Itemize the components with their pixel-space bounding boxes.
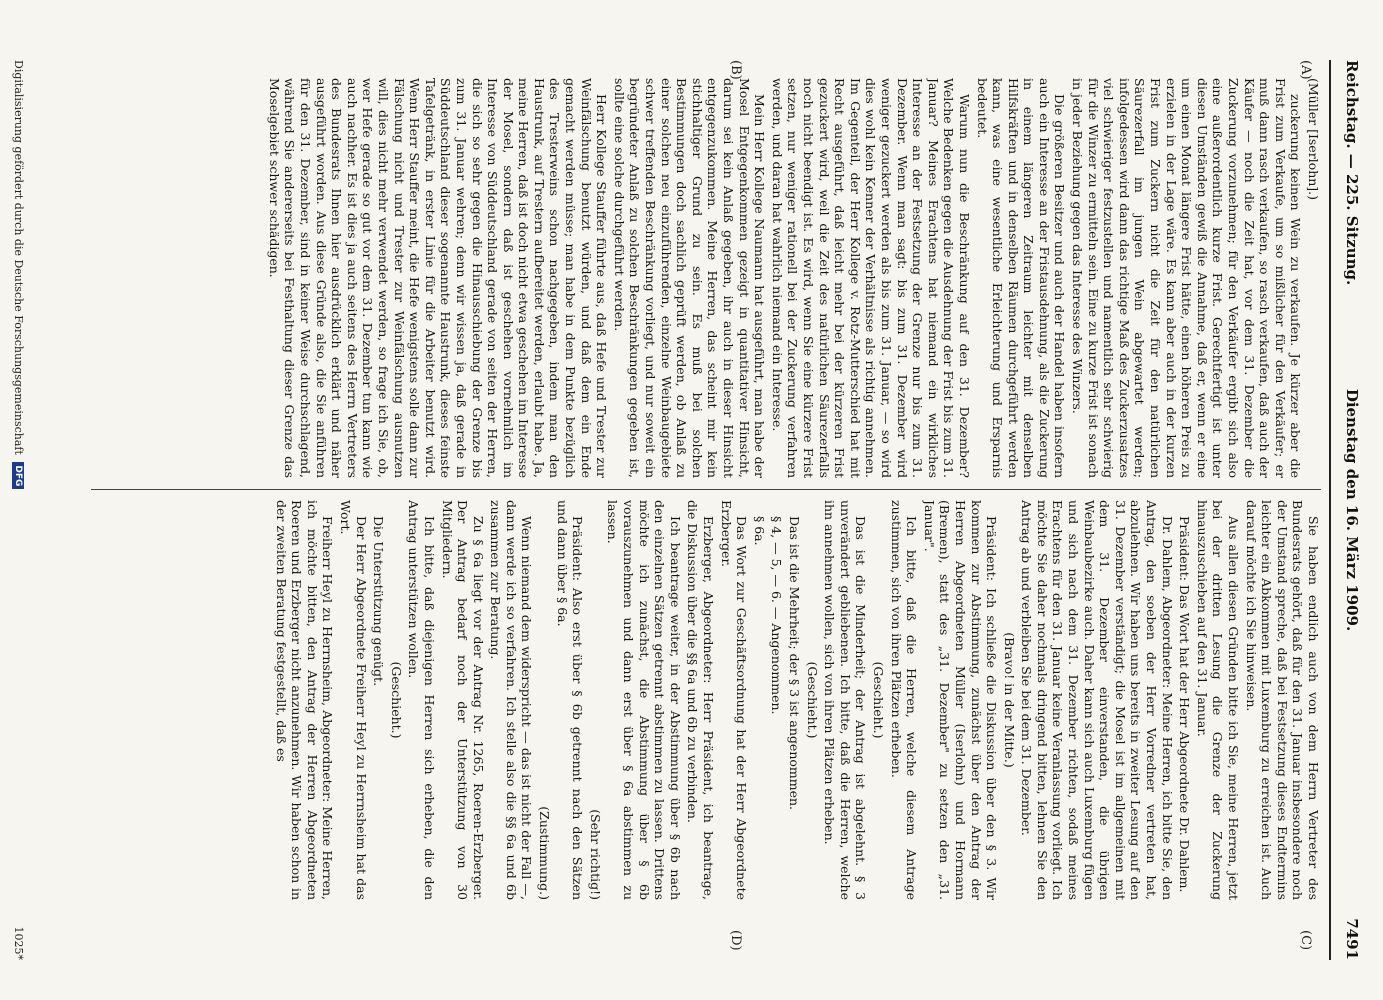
right_column-paragraph: Die Unterstützung genügt. xyxy=(371,516,387,687)
footer-credit xyxy=(12,60,25,489)
margin-mark-a: (A) xyxy=(1298,60,1313,80)
right_column-paragraph: (Bravo! in der Mitte.) xyxy=(1001,632,1017,768)
right_column-paragraph: (Geschieht.) xyxy=(388,661,404,739)
right_column-paragraph: Ich bitte, daß diejenigen Herren sich erheben, die den Antrag unterstützen wollen. xyxy=(406,500,437,900)
margin-mark-c: (C) xyxy=(1298,930,1313,951)
column-divider xyxy=(91,489,1321,490)
right_column-paragraph: Aus allen diesen Gründen bitte ich Sie, meine Herren, jetzt bei der dritten Lesung die Grenze der Zuckerung hinauszuschieben auf den 31. Januar. xyxy=(1194,500,1242,900)
right_column-paragraph: (Geschieht.) xyxy=(804,661,820,739)
right_column-paragraph: Zu § 6a liegt vor der Antrag Nr. 1265, Roeren-Erzberger. Der Antrag bedarf noch der Unterstützung von 30 Mitgliedern. xyxy=(439,500,486,900)
page-number: 7491 xyxy=(1343,918,1361,960)
right_column-paragraph: Erzberger, Abgeordneter: Herr Präsident, ich beantrage, die Diskussion über die §§ 6a und 6b zu verbinden. xyxy=(685,500,717,900)
page-header xyxy=(1335,60,1361,960)
right_column-paragraph: § 4, — 5, — 6. — Angenommen. xyxy=(769,516,785,715)
left_column-paragraph: Mein Herr Kollege Naumann hat ausgeführt, man habe der Mosel Entgegenkommen gezeigt in quantitativer Hinsicht, darum sei kein Anlaß gegeben, ihr auch in dieser Hinsicht entgegenzukommen. Meine Herren, das scheint mir kein stichhaltiger Grund zu sein. Es muß bei solchen Bestimmungen doch sachlich geprüft werden, ob Anlaß zu einer solchen neu einzuführenden, einzelne Weinbaugebiete schwer treffenden Beschränkung vorliegt, und nur soweit ein begründeter Anlaß zu solchen Beschränkungen gegeben ist, sollte eine solche durchgeführt werden. xyxy=(611,78,768,478)
left_column-paragraph: zuckerung keinen Wein zu verkaufen. Je kürzer aber die Frist zum Verkaufe, um so mißlicher für den Verkäufer; er muß dann rasch verkaufen, so rasch verkaufen, daß auch der Käufer — noch die Zeit hat, vor dem 31. Dezember die Zuckerung vorzunehmen; für den Verkäufer ergibt sich also eine außerordentlich kurze Frist. Gerechtfertigt ist unter diesen Umständen gewiß die Annahme, daß er, wenn er eine um einen Monat längere Frist hätte, einen höheren Preis zu erzielen in der Lage wäre. Es kann aber auch in der kurzen Frist zum Zuckern nicht die Zeit für den natürlichen Säurezerfall im jungen Wein abgewartet werden; infolgedessen wird dann das richtige Maß des Zuckerzusatzes viel schwieriger festzustellen und namentlich sehr schwierig für die Winzer zu ermitteln sein. Eine zu kurze Frist ist sonach in jeder Beziehung gegen das Interesse des Winzers. xyxy=(1070,78,1304,478)
right_column-paragraph: Präsident: Also erst über § 6b getrennt nach den Sätzen und dann über § 6a. xyxy=(554,500,586,900)
right_column-paragraph: Präsident: Das Wort hat der Herr Abgeordnete Dr. Dahlem. xyxy=(1177,516,1193,893)
header-left: Reichstag. — 225. Sitzung. xyxy=(1343,60,1361,286)
header-date: Dienstag den 16. März 1909. xyxy=(1343,388,1361,632)
right_column-paragraph: Ich beantrage weiter, in der Abstimmung über § 6b nach den einzelnen Sätzen getrennt abstimmen zu lassen. Drittens möchte ich zunächst, die Abstimmung über § 6b vorauszunehmen und dann erst über § 6a abstimmen zu lassen. xyxy=(605,500,683,900)
right_column-paragraph: (Zustimmung.) xyxy=(537,806,553,900)
right_column-paragraph: Ich bitte, daß die Herren, welche diesem Antrage zustimmen, sich von ihren Plätzen erheben. xyxy=(888,500,920,900)
right_column-paragraph: Freiherr Heyl zu Herrnsheim, Abgeordneter: Meine Herren, ich möchte bitten, den Antrag der Herren Abgeordneten Roeren und Erzberger nicht anzunehmen. Wir haben schon in der zweiten Beratung festgestellt, daß es xyxy=(273,500,336,900)
left_column-paragraph: (Müller [Iserlohn].) xyxy=(1306,78,1321,201)
right_column-paragraph: (Sehr richtig!) xyxy=(587,809,603,900)
right_column-paragraph: Präsident: Ich schließe die Diskussion über den § 3. Wir kommen zur Abstimmung, zunächst über den Antrag der Herren Abgeordneten Müller (Iserlohn) und Hormann (Bremen), statt des „31. Dezember" zu setzen den „31. Januar". xyxy=(921,500,1000,900)
footer-credit-text: Digitalisierung gefördert durch die Deutsche Forschungsgemeinschaft xyxy=(12,60,25,455)
right_column-paragraph: § 6a. xyxy=(751,516,767,546)
right-column xyxy=(91,500,1321,900)
left_column-paragraph: Warum nun die Beschränkung auf den 31. Dezember? Welche Bedenken gegen die Ausdehnung der Frist bis zum 31. Januar? Meines Erachtens hat niemand ein wirkliches Interesse an der Festsetzung der Grenze nur bis zum 31. Dezember. Wenn man sagt: bis zum 31. Dezember wird weniger gezuckert werden als bis zum 31. Januar, — so wird dies wohl kein Kenner der Verhältnisse als richtig annehmen. Im Gegenteil, der Herr Kollege v. Rotz-Mutterschied hat mit Recht ausgeführt, daß leicht mehr bei der kürzeren Frist gezuckert wird, weil die Zeit des natürlichen Säurezerfalls noch nicht beendigt ist. Es wird, wenn Sie eine kürzere Frist setzen, nur weniger rationell bei der Zuckerung verfahren werden, und daran hat wahrlich niemand ein Interesse. xyxy=(769,78,972,478)
right_column-paragraph: Das ist die Minderheit; der Antrag ist abgelehnt. § 3 unverändert gebliebenen. Ich bitte, daß die Herren, welche ihn annehmen wollen, sich von ihren Plätzen erheben. xyxy=(822,500,869,900)
right_column-paragraph: Sie haben endlich auch von dem Herrn Vertreter des Bundesrats gehört, daß für den 31. Januar insbesondere noch der Umstand spreche, daß bei Festsetzung dieses Endtermins leichter ein Abkommen mit Luxemburg zu erreichen ist. Auch darauf möchte ich Sie hinweisen. xyxy=(1243,500,1321,900)
left_column-paragraph: Die größeren Besitzer und auch der Handel haben insofern auch ein Interesse an der Fristausdehnung, als die Zuckerung in einem längeren Zeitraum leichter mit denselben Hilfskräften und in denselben Räumen durchgeführt werden kann, was eine wesentliche Erleichterung und Ersparnis bedeutet. xyxy=(974,78,1068,478)
left-column xyxy=(91,78,1321,478)
margin-mark-b: (B) xyxy=(728,60,743,80)
right_column-paragraph: Das ist die Mehrheit; der § 3 ist angenommen. xyxy=(787,516,802,811)
dfg-logo: DFG xyxy=(12,462,24,489)
header-rule xyxy=(1329,60,1331,960)
signature-mark: 1025* xyxy=(12,926,25,960)
right_column-paragraph: (Geschieht.) xyxy=(870,661,886,739)
right_column-paragraph: Dr. Dahlem, Abgeordneter: Meine Herren, ich bitte Sie, den Antrag, den soeben der Herr Vorredner vertreten hat, abzulehnen. Wir haben uns bereits in zweiter Lesung auf den 31. Dezember verständigt; die Mosel ist im allgemeinen mit dem 31. Dezember einverstanden, die übrigen Weinbaubezirke auch. Daher kann sich auch Luxemburg fügen und sich nach dem 31. Dezember richten, sodaß meines Erachtens für den 31. Januar keine Veranlassung vorliegt. Ich möchte Sie daher nochmals dringend bitten, lehnen Sie den Antrag ab und verbleiben Sie bei dem 31. Dezember. xyxy=(1019,500,1175,900)
margin-mark-d: (D) xyxy=(728,930,743,951)
left_column-paragraph: Herr Kollege Stauffer führte aus, daß Hefe und Trester zur Weinfälschung benutzt würden, und daß dem ein Ende gemacht werden müsse; man habe in dem Punkte bezüglich des Tresterweins schon nachgegeben, indem man den Haustrunk, auf Trestern aufbereitet werden, erlaubt habe. Ja, meine Herren, daß ist doch nicht etwa geschehen im Interesse der Mosel, sondern daß ist geschehen vornehmlich im Interesse von Süddeutschland gerade von seiten der Herren, die sich so sehr gegen die Hinausschiebung der Grenze bis zum 31. Januar wehren; denn wir wissen ja, daß gerade in Süddeutschland dieser sogenannte Haustrunk, dieses feinste Tafelgetränk, in erster Linie für die Arbeiter benutzt wird. Wenn Herr Stauffer meint, die Hefe wenigstens solle dann zur Fälschung nicht und Trester zur Weinfälschung ausnutzen will, dies nicht mehr verwendet werden, so frage ich Sie, ob, wer Hefe gerade so gut vor dem 31. Dezember tun kann wie auch nachher. Es ist dies ja auch seitens des Herrn Vertreters des Bundesrats Ihnen hier ausdrücklich erklärt und näher ausgeführt worden. Aus diese Gründe also, die Sie anführen für den 31. Dezember, sind in keiner Weise durchschlagend, während Sie andererseits bei Festhaltung dieser Grenze das Moselgebiet schwer schädigen. xyxy=(266,78,610,478)
right_column-paragraph: Das Wort zur Geschäftsordnung hat der Herr Abgeordnete Erzberger. xyxy=(718,500,750,900)
right_column-paragraph: Der Herr Abgeordnete Freiherr Heyl zu Herrnsheim hat das Wort. xyxy=(337,500,369,900)
right_column-paragraph: Wenn niemand dem widerspricht — das ist nicht der Fall —, dann werde ich so verfahren. Ich stelle also die §§ 6a und 6b zusammen zur Beratung. xyxy=(488,500,535,900)
